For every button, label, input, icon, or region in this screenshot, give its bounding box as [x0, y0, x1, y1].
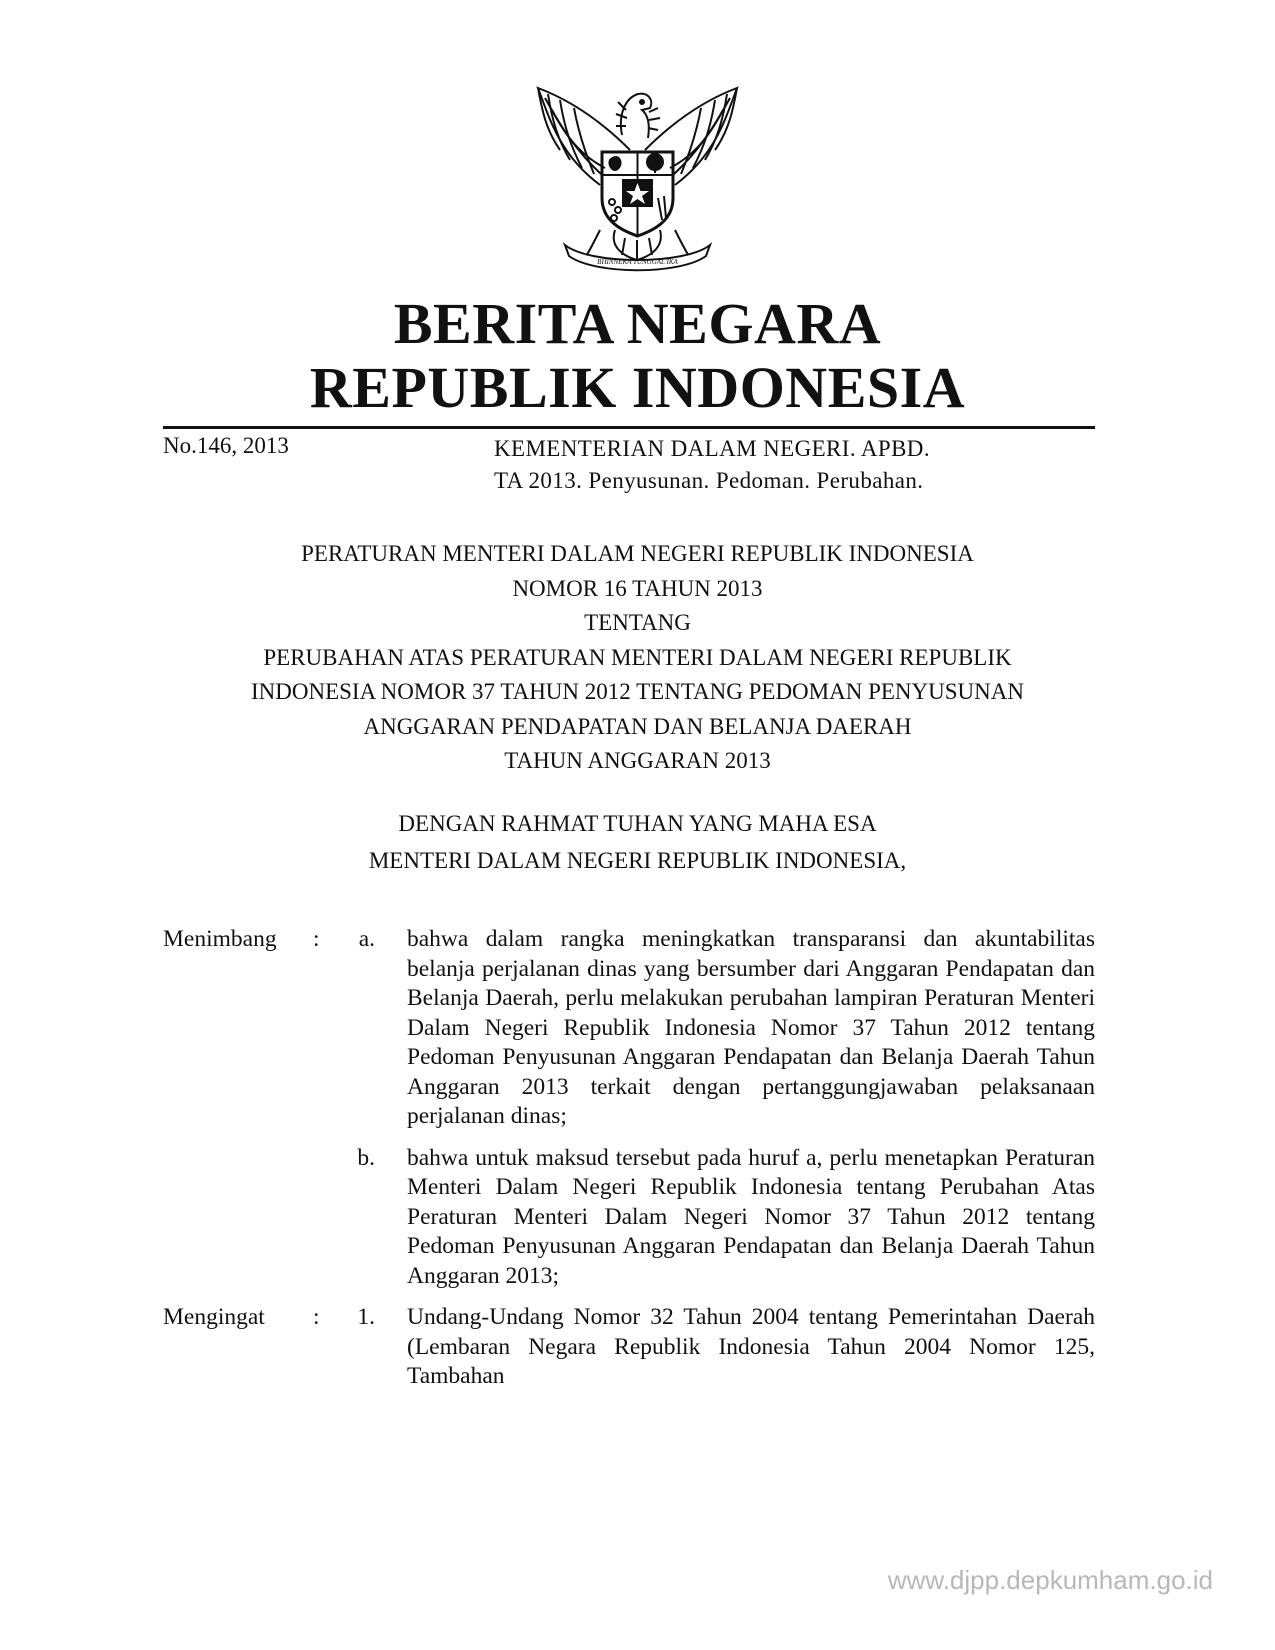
title-line: ANGGARAN PENDAPATAN DAN BELANJA DAERAH	[363, 713, 912, 739]
title-line: PERUBAHAN ATAS PERATURAN MENTERI DALAM NEGERI REPUBLIK	[263, 644, 1012, 670]
item-marker: 1.	[357, 1304, 375, 1330]
title-line: TENTANG	[584, 610, 691, 635]
title-line: INDONESIA NOMOR 37 TAHUN 2012 TENTANG PEDOMAN PENYUSUNAN	[250, 679, 1024, 704]
menimbang-item	[163, 1144, 1095, 1292]
item-text: bahwa untuk maksud tersebut pada huruf a, perlu menetapkan Peraturan Menteri Dalam Negeri Republik Indonesia tentang Perubahan Atas Peraturan Menteri Dalam Negeri Nomor 37 Tahun 2012 tentang Pedoman Penyusunan Anggaran Pendapatan dan Belanja Daerah Tahun Anggaran 2013;	[407, 1144, 1095, 1289]
gazette-subject-line2: TA 2013. Penyusunan. Pedoman. Perubahan.	[494, 468, 924, 493]
menimbang-label: Menimbang	[163, 926, 277, 952]
emblem-motto: BHINNEKA TUNGGAL IKA	[597, 258, 678, 266]
menimbang-item	[163, 925, 1095, 1132]
preamble-line: DENGAN RAHMAT TUHAN YANG MAHA ESA	[398, 811, 877, 836]
gazette-subject-line1: KEMENTERIAN DALAM NEGERI. APBD.	[494, 436, 930, 461]
item-text: Undang-Undang Nomor 32 Tahun 2004 tentang Pemerintahan Daerah (Lembaran Negara Republik Indonesia Tahun 2004 Nomor 125, Tambahan	[407, 1304, 1095, 1389]
section-colon: :	[313, 1304, 320, 1330]
masthead-title-line2: REPUBLIK INDONESIA	[309, 355, 966, 420]
gazette-number: No.146, 2013	[163, 433, 289, 458]
mengingat-item	[163, 1303, 1095, 1392]
item-marker: a.	[358, 926, 375, 952]
item-marker: b.	[357, 1144, 375, 1171]
gazette-subject	[494, 433, 930, 497]
masthead-divider	[163, 426, 1095, 429]
title-line: TAHUN ANGGARAN 2013	[504, 748, 771, 773]
preamble	[150, 805, 1125, 879]
section-colon: :	[313, 926, 320, 952]
regulation-title	[150, 537, 1125, 779]
title-line: PERATURAN MENTERI DALAM NEGERI REPUBLIK INDONESIA	[301, 541, 974, 566]
garuda-emblem-icon	[530, 80, 745, 275]
source-watermark: www.djpp.depkumham.go.id	[887, 1565, 1213, 1595]
masthead-title-line1: BERITA NEGARA	[393, 291, 882, 356]
considerations-section	[163, 925, 1095, 1404]
item-text: bahwa dalam rangka meningkatkan transparansi dan akuntabilitas belanja perjalanan dinas yang bersumber dari Anggaran Pendapatan dan Belanja Daerah, perlu melakukan perubahan lampiran Peraturan Menteri Dalam Negeri Republik Indonesia Nomor 37 Tahun 2012 tentang Pedoman Penyusunan Anggaran Pendapatan dan Belanja Daerah Tahun Anggaran 2013 terkait dengan pertanggungjawaban pelaksanaan perjalanan dinas;	[407, 926, 1095, 1129]
preamble-line: MENTERI DALAM NEGERI REPUBLIK INDONESIA,	[368, 848, 907, 873]
title-line: NOMOR 16 TAHUN 2013	[512, 575, 763, 601]
mengingat-label: Mengingat	[163, 1304, 265, 1330]
